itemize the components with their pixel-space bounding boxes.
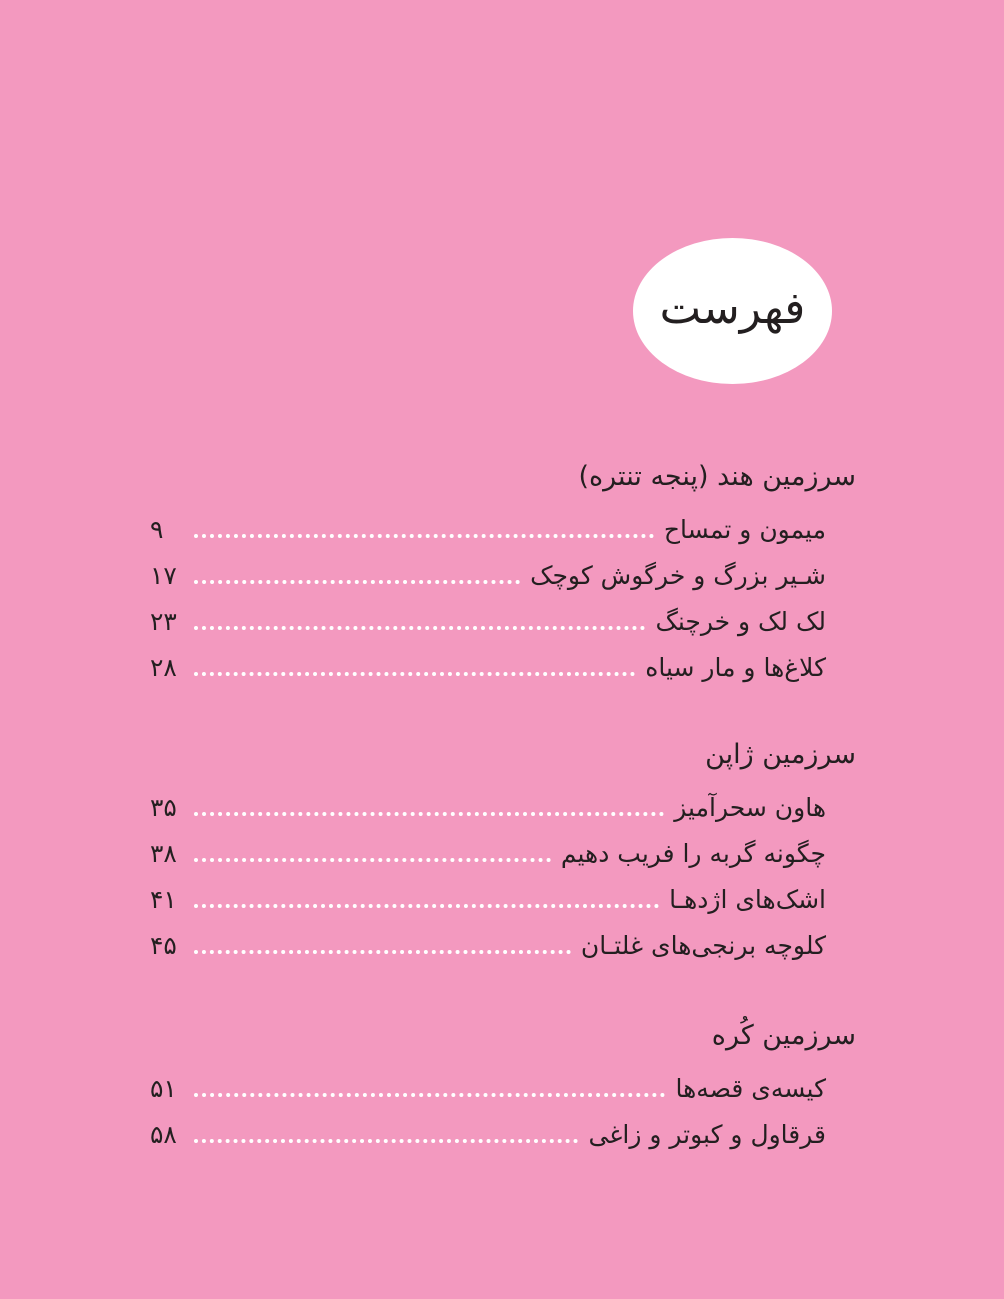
toc-entry[interactable] [150, 1059, 856, 1105]
toc-entry[interactable] [150, 1105, 856, 1151]
entry-title: اشک‌های اژدهـا [669, 885, 826, 914]
page-number: ۲۳ [150, 607, 177, 636]
entry-title: قرقاول و کبوتر و زاغی [588, 1120, 826, 1149]
toc-entry[interactable] [150, 638, 856, 684]
page-number: ۳۵ [150, 793, 177, 822]
page-number: ۲۸ [150, 653, 177, 682]
entry-title: کلوچه برنجی‌های غلتـان [580, 931, 826, 960]
page-number: ۵۸ [150, 1120, 177, 1149]
entry-title: هاون سحرآمیز [674, 793, 826, 822]
toc-section-japan [150, 738, 856, 962]
title-badge [633, 238, 832, 384]
page-number: ۴۱ [150, 885, 177, 914]
dot-leader [194, 626, 645, 630]
toc-section-korea [150, 1019, 856, 1151]
entry-title: چگونه گربه را فریب دهیم [560, 839, 826, 868]
dot-leader [194, 534, 654, 538]
toc-entry[interactable] [150, 592, 856, 638]
entry-title: شـیر بزرگ و خرگوش کوچک [530, 561, 826, 590]
toc-entry[interactable] [150, 546, 856, 592]
entry-title: لک لک و خرچنگ [655, 607, 826, 636]
dot-leader [194, 904, 659, 908]
page-number: ۴۵ [150, 931, 177, 960]
toc-entry[interactable] [150, 870, 856, 916]
dot-leader [194, 1093, 665, 1097]
entry-title: میمون و تمساح [663, 515, 826, 544]
page-title: فهرست [659, 283, 806, 334]
dot-leader [194, 858, 551, 862]
toc-entry[interactable] [150, 778, 856, 824]
section-heading: سرزمین هند (پنجه تنتره) [578, 461, 856, 492]
dot-leader [194, 950, 571, 954]
dot-leader [194, 812, 664, 816]
section-heading: سرزمین کُره [711, 1020, 856, 1051]
toc-entry[interactable] [150, 824, 856, 870]
dot-leader [194, 580, 520, 584]
toc-section-india [150, 460, 856, 684]
dot-leader [194, 672, 635, 676]
entry-title: کلاغ‌ها و مار سیاه [645, 653, 826, 682]
toc-entry[interactable] [150, 916, 856, 962]
page-number: ۳۸ [150, 839, 177, 868]
page-number: ۵۱ [150, 1074, 177, 1103]
page-number: ۱۷ [150, 561, 177, 590]
toc-entry[interactable] [150, 500, 856, 546]
section-heading: سرزمین ژاپن [705, 739, 856, 770]
dot-leader [194, 1139, 578, 1143]
page-number: ۹ [150, 515, 164, 544]
entry-title: کیسه‌ی قصه‌ها [675, 1074, 826, 1103]
